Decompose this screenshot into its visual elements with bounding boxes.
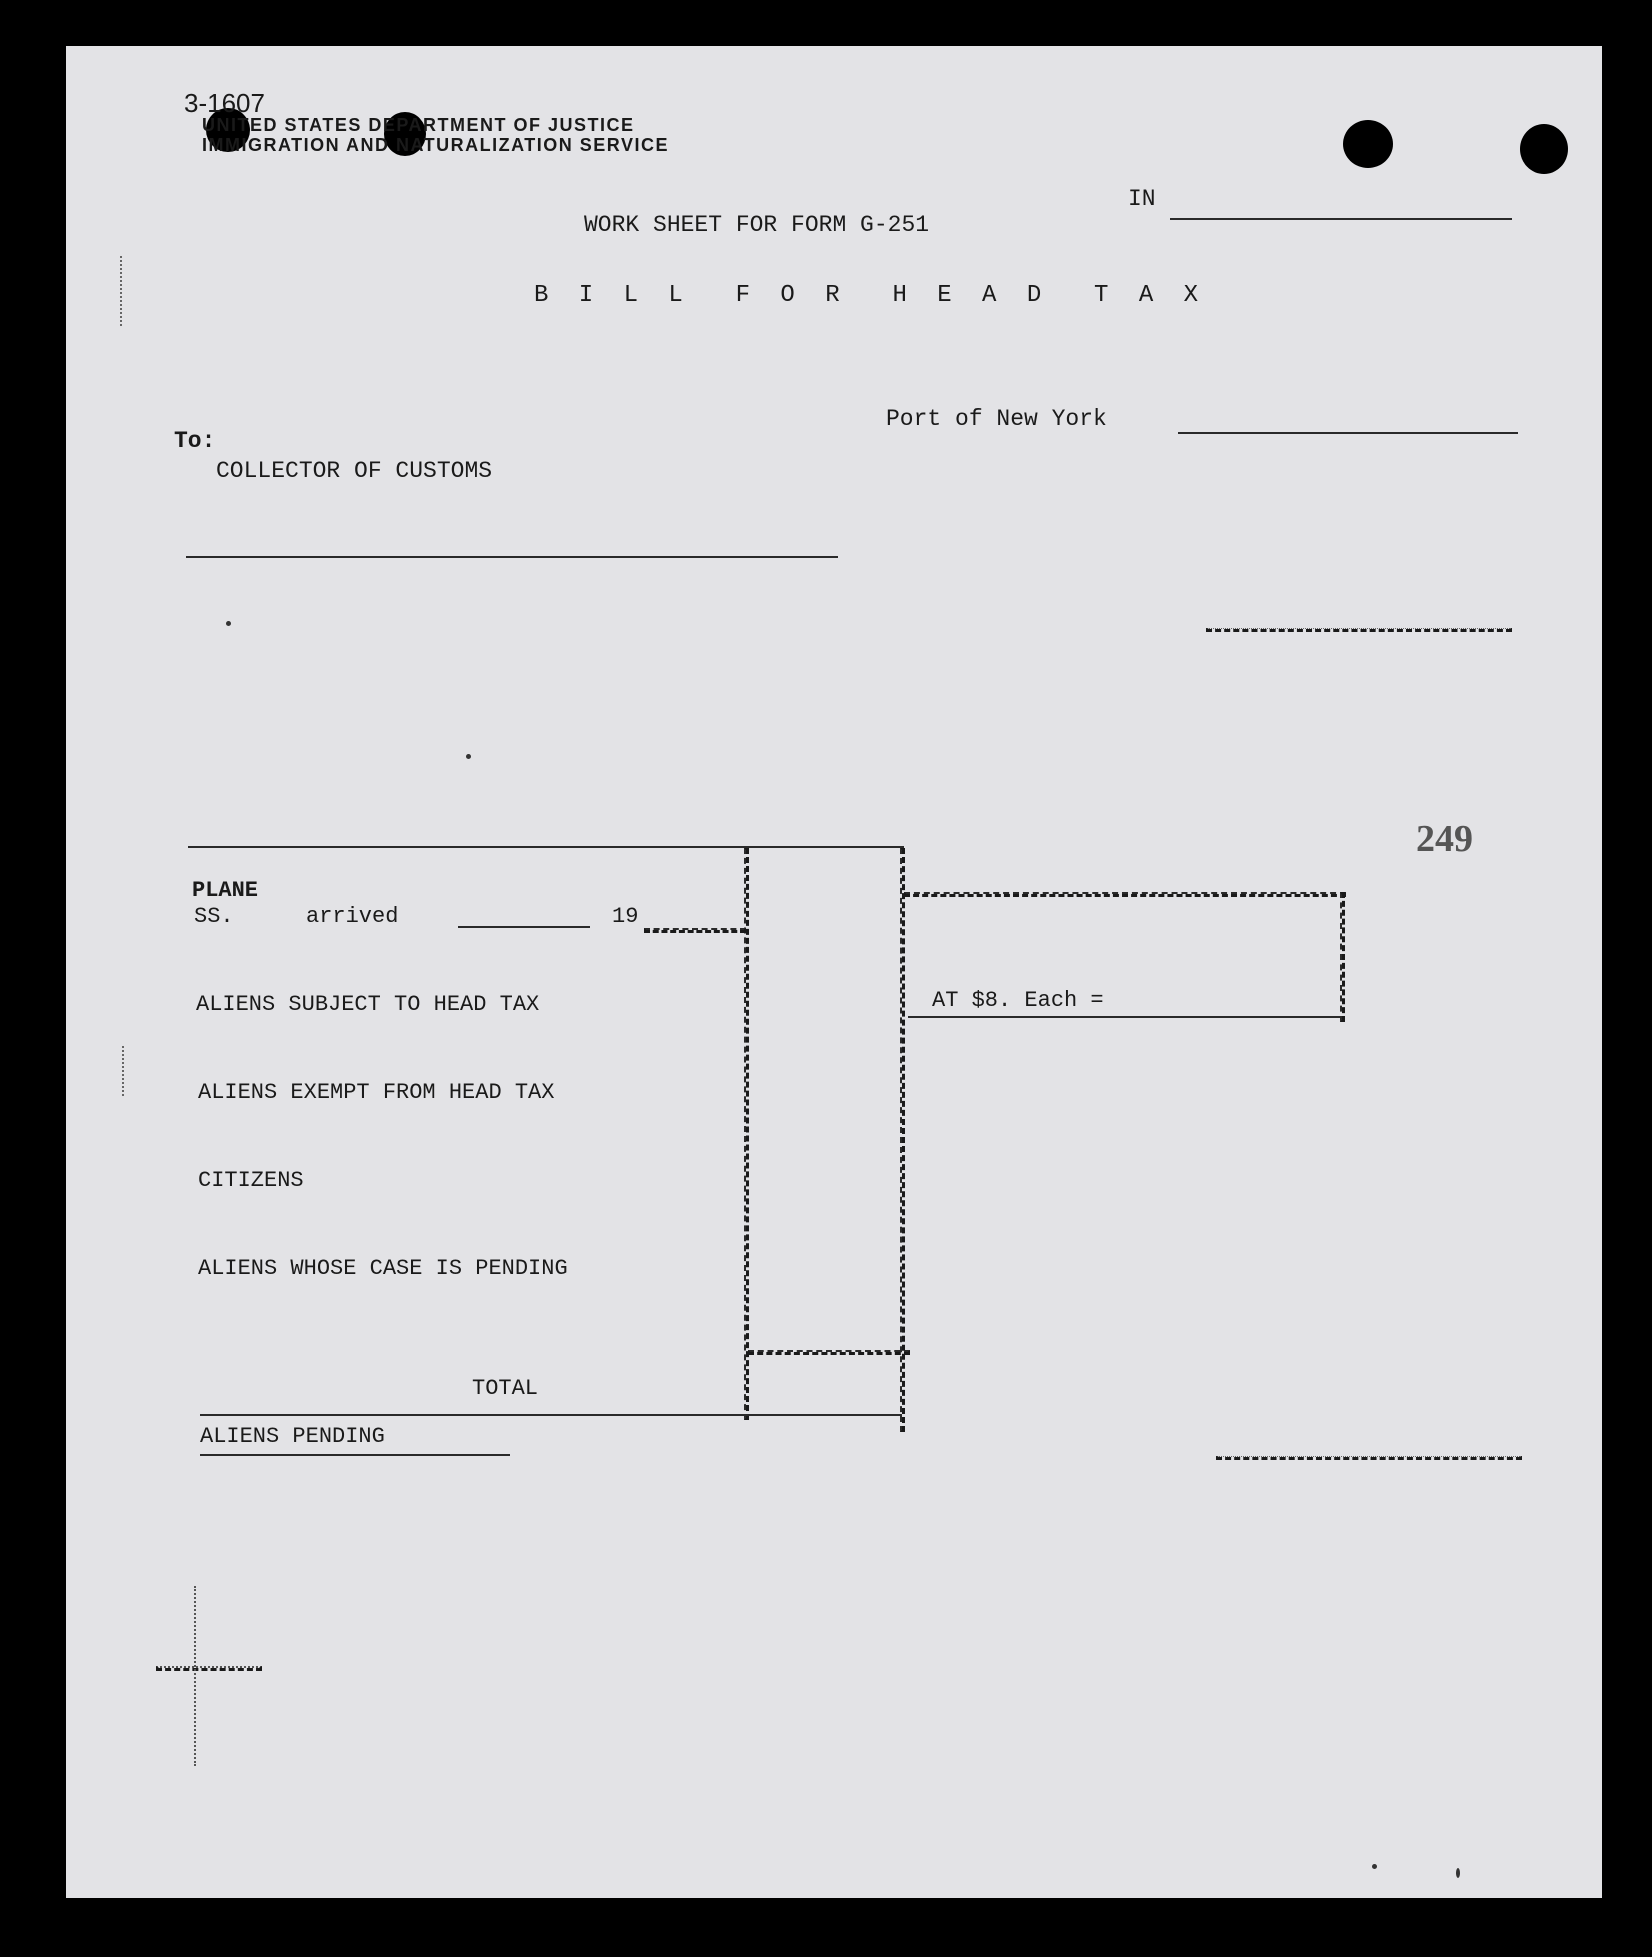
- row-label-citizens: CITIZENS: [198, 1168, 304, 1193]
- aliens-pending-label: ALIENS PENDING: [200, 1424, 385, 1449]
- table-divider-2: [900, 848, 905, 1432]
- speck: [466, 754, 471, 759]
- faint-mark: [1216, 1456, 1522, 1460]
- rate-box-right: [1340, 892, 1345, 1022]
- rate-box-bottom: [908, 1016, 1342, 1018]
- ss-label: SS.: [194, 904, 234, 929]
- row-label-pending: ALIENS WHOSE CASE IS PENDING: [198, 1256, 568, 1281]
- punch-hole: [1343, 120, 1393, 168]
- faint-mark: [122, 1046, 124, 1096]
- table-bottom-border: [200, 1414, 902, 1416]
- port-label: Port of New York: [886, 406, 1107, 432]
- speck: [226, 621, 231, 626]
- total-label: TOTAL: [472, 1376, 539, 1401]
- service-name: IMMIGRATION AND NATURALIZATION SERVICE: [202, 135, 669, 155]
- bill-title: B I L L F O R H E A D T A X: [534, 282, 1207, 309]
- in-label: IN: [1128, 186, 1156, 212]
- collector-field-line: [186, 556, 838, 558]
- faint-mark: [120, 256, 122, 326]
- speck: [1456, 1868, 1460, 1878]
- table-divider-1: [744, 848, 749, 1420]
- collector-label: COLLECTOR OF CUSTOMS: [216, 458, 493, 484]
- row-label-exempt: ALIENS EXEMPT FROM HEAD TAX: [198, 1080, 555, 1105]
- speck: [1372, 1864, 1377, 1869]
- document-page: [66, 46, 1602, 1898]
- department-name: UNITED STATES DEPARTMENT OF JUSTICE: [202, 115, 635, 135]
- year-prefix: 19: [612, 904, 639, 929]
- aliens-pending-line: [200, 1454, 510, 1456]
- table-top-border: [188, 846, 904, 848]
- year-line: [644, 928, 746, 933]
- port-field-line: [1178, 432, 1518, 434]
- worksheet-title: WORK SHEET FOR FORM G-251: [584, 212, 930, 238]
- rate-text: AT $8. Each =: [932, 988, 1104, 1013]
- punch-hole: [1520, 124, 1568, 174]
- form-number: 3-1607: [184, 88, 265, 118]
- row-label-subject: ALIENS SUBJECT TO HEAD TAX: [196, 992, 540, 1017]
- stamp-number: 249: [1416, 818, 1473, 860]
- faint-mark: [1206, 628, 1512, 632]
- faint-mark: [156, 1666, 262, 1671]
- in-field-line: [1170, 218, 1512, 220]
- count-total-line: [748, 1350, 910, 1355]
- arrived-date-line: [458, 926, 590, 928]
- to-label: To:: [174, 428, 216, 454]
- faint-mark: [194, 1586, 196, 1766]
- arrived-label: arrived: [306, 904, 399, 929]
- plane-label: PLANE: [192, 878, 259, 903]
- rate-box-top: [904, 892, 1346, 897]
